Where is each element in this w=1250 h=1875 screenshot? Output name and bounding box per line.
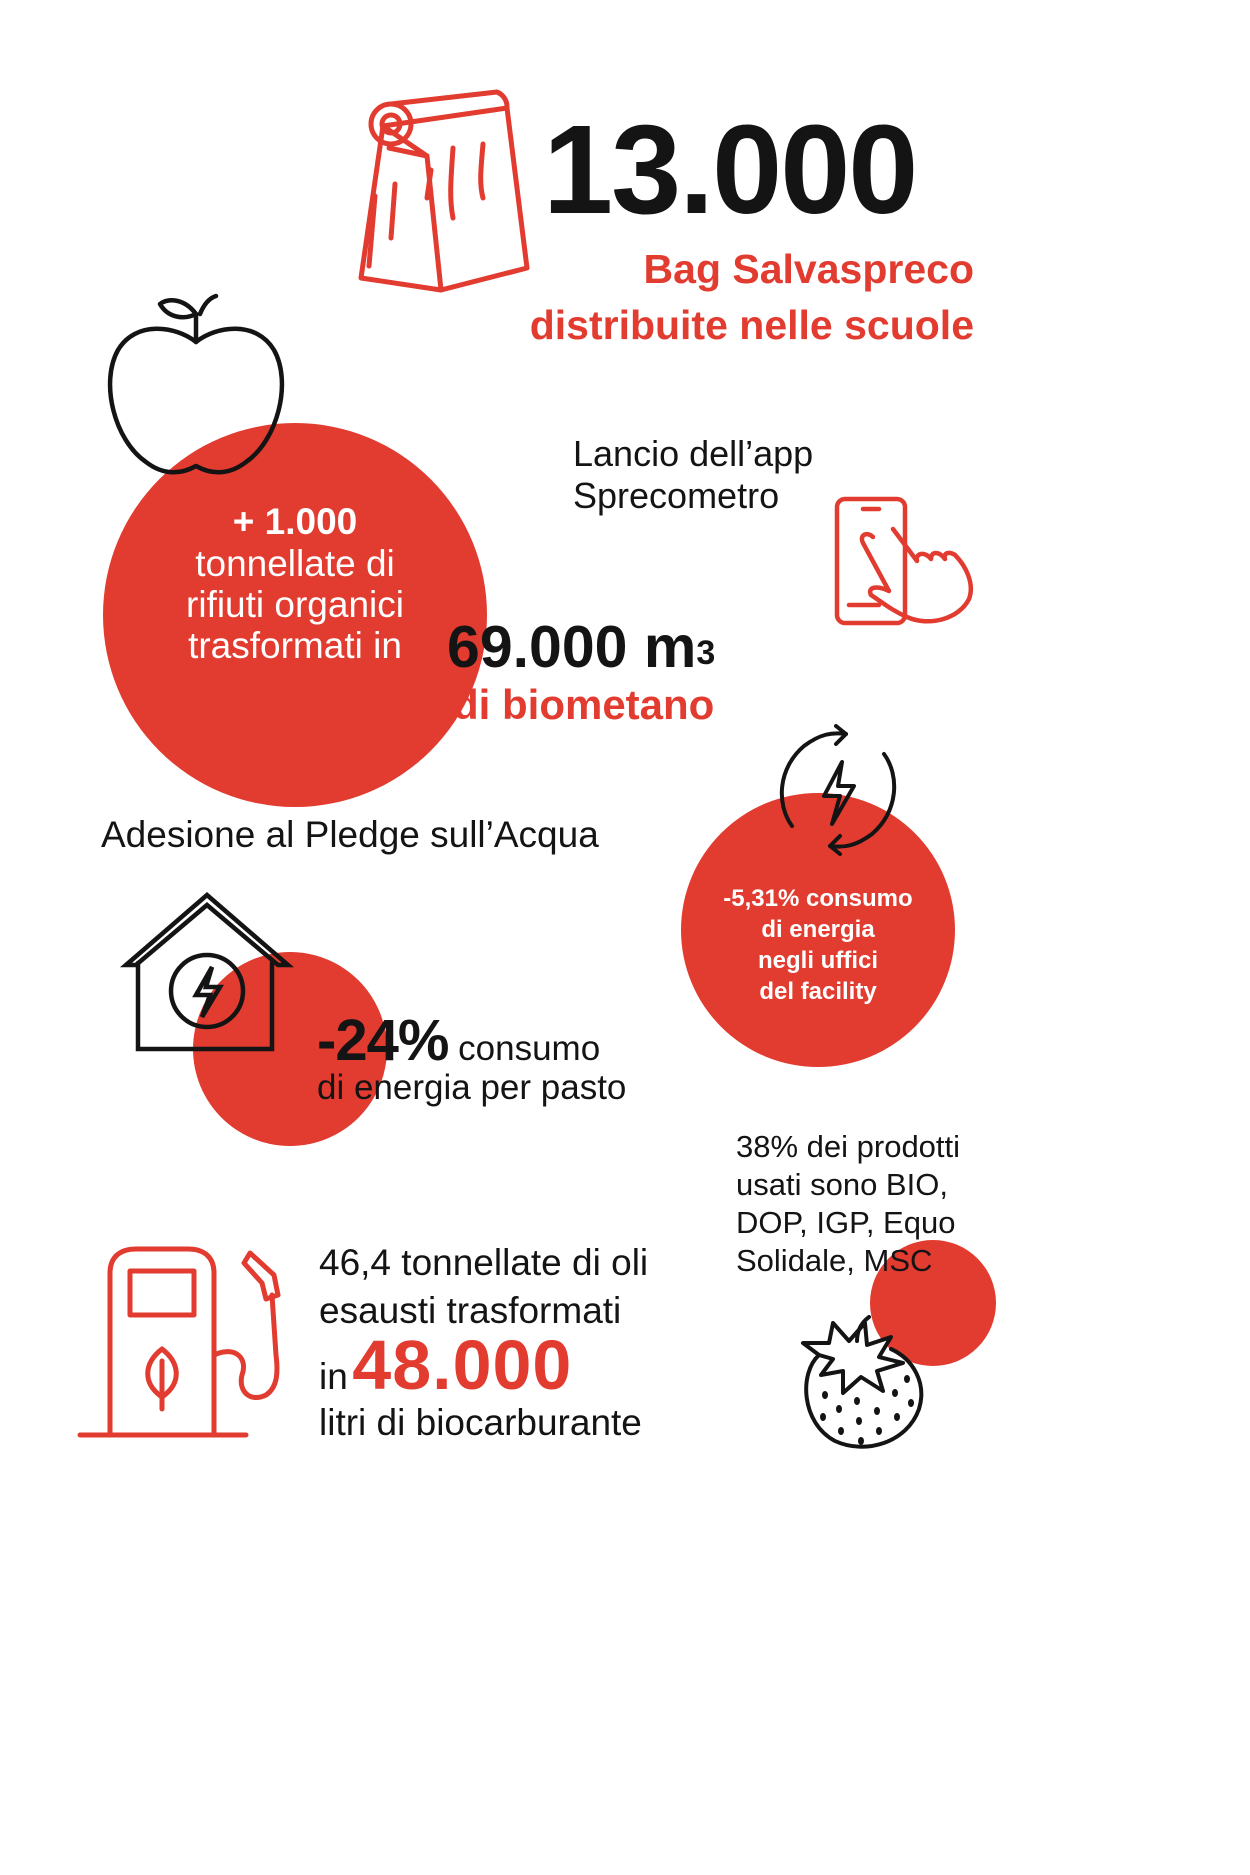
facility-energy-line3: negli uffici xyxy=(758,947,878,974)
oil-line1: 46,4 tonnellate di oli xyxy=(319,1242,649,1283)
facility-energy-line2: di energia xyxy=(761,916,875,943)
facility-energy-line1: -5,31% consumo xyxy=(723,885,913,912)
products-line3: DOP, IGP, Equo xyxy=(736,1205,956,1240)
bag-caption-line1: Bag Salvaspreco xyxy=(643,246,974,292)
biomethane-line3: trasformati in xyxy=(188,625,402,666)
biomethane-volume xyxy=(447,614,715,680)
biofuel-pump-icon xyxy=(78,1245,288,1440)
app-line1: Lancio dell’app xyxy=(573,433,814,474)
biomethane-line2: rifiuti organici xyxy=(186,584,404,625)
meal-energy-percent: -24% xyxy=(317,1008,449,1073)
bag-count: 13.000 xyxy=(543,99,917,240)
products-line1: 38% dei prodotti xyxy=(736,1129,961,1164)
meal-energy-line2: di energia per pasto xyxy=(317,1068,627,1107)
oil-line2: esausti trasformati xyxy=(319,1290,622,1331)
products-line2: usati sono BIO, xyxy=(736,1167,948,1202)
oil-number: 48.000 xyxy=(352,1326,573,1404)
biomethane-line1: tonnellate di xyxy=(195,543,395,584)
apple-icon xyxy=(106,290,286,480)
meal-energy-line1-rest: consumo xyxy=(458,1029,601,1068)
smartphone-touch-icon xyxy=(833,495,975,630)
strawberry-icon xyxy=(795,1313,925,1453)
biomethane-suffix: di biometano xyxy=(453,681,715,728)
house-energy-icon xyxy=(124,893,290,1053)
bag-caption-line2: distribuite nelle scuole xyxy=(529,302,974,348)
biomethane-prefix: + 1.000 xyxy=(232,501,358,542)
biomethane-volume-number: 69.000 m xyxy=(447,614,697,680)
renewable-energy-cycle-icon xyxy=(774,724,902,858)
app-line2: Sprecometro xyxy=(573,475,780,516)
paper-bag-icon xyxy=(355,88,530,298)
products-line4: Solidale, MSC xyxy=(736,1243,933,1278)
oil-line4: litri di biocarburante xyxy=(319,1402,642,1443)
facility-energy-line4: del facility xyxy=(759,978,877,1005)
oil-line3-prefix: in xyxy=(319,1356,348,1397)
water-pledge-text: Adesione al Pledge sull’Acqua xyxy=(101,814,599,855)
biomethane-volume-superscript: 3 xyxy=(696,634,716,672)
